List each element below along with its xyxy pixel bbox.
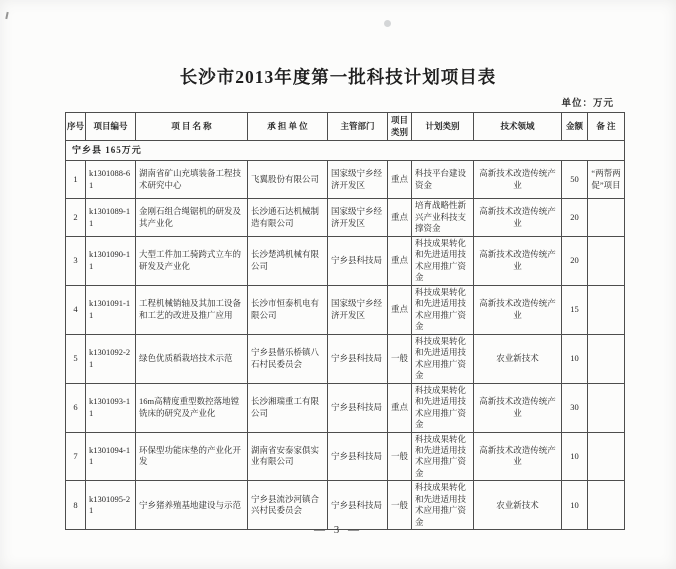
cell-remark — [588, 285, 625, 334]
cell-undertaking-unit: 飞翼股份有限公司 — [248, 161, 328, 199]
header-project-code: 项目编号 — [86, 113, 136, 141]
cell-seq: 7 — [66, 432, 86, 481]
cell-tech-field: 高新技术改造传统产业 — [474, 199, 562, 237]
cell-tech-field: 高新技术改造传统产业 — [474, 285, 562, 334]
cell-plan-type: 科技成果转化和先进适用技术应用推广资金 — [412, 285, 474, 334]
header-amount: 金额 — [562, 113, 588, 141]
cell-undertaking-unit: 长沙湘瑞重工有限公司 — [248, 383, 328, 432]
header-undertaking-unit: 承 担 单 位 — [248, 113, 328, 141]
cell-seq: 5 — [66, 334, 86, 383]
cell-category: 一般 — [388, 481, 412, 530]
cell-amount: 20 — [562, 199, 588, 237]
cell-category: 重点 — [388, 237, 412, 286]
cell-project-code: k1301094-11 — [86, 432, 136, 481]
cell-amount: 10 — [562, 334, 588, 383]
cell-undertaking-unit: 湖南省安泰家俱实业有限公司 — [248, 432, 328, 481]
cell-amount: 20 — [562, 237, 588, 286]
scan-artifact — [5, 12, 8, 19]
cell-project-name: 宁乡猪养殖基地建设与示范 — [136, 481, 248, 530]
cell-category: 重点 — [388, 161, 412, 199]
unit-label: 单位：万元 — [561, 99, 614, 109]
cell-department: 国家级宁乡经济开发区 — [328, 285, 388, 334]
cell-seq: 6 — [66, 383, 86, 432]
table-row — [66, 481, 625, 530]
cell-tech-field: 高新技术改造传统产业 — [474, 432, 562, 481]
cell-amount: 50 — [562, 161, 588, 199]
cell-project-code: k1301092-21 — [86, 334, 136, 383]
cell-project-code: k1301089-11 — [86, 199, 136, 237]
cell-remark — [588, 199, 625, 237]
cell-category: 一般 — [388, 334, 412, 383]
cell-tech-field: 农业新技术 — [474, 481, 562, 530]
projects-table — [65, 112, 625, 530]
cell-undertaking-unit: 宁乡县偕乐桥镇八石村民委员会 — [248, 334, 328, 383]
cell-remark — [588, 432, 625, 481]
header-seq: 序号 — [66, 113, 86, 141]
page-title: 长沙市2013年度第一批科技计划项目表 — [179, 67, 497, 87]
cell-project-name: 湖南省矿山充填装备工程技术研究中心 — [136, 161, 248, 199]
cell-department: 宁乡县科技局 — [328, 383, 388, 432]
cell-department: 宁乡县科技局 — [328, 334, 388, 383]
cell-remark — [588, 334, 625, 383]
table-row — [66, 383, 625, 432]
cell-project-name: 16m高精度重型数控落地镗铣床的研究及产业化 — [136, 383, 248, 432]
cell-undertaking-unit: 宁乡县流沙河镇合兴村民委员会 — [248, 481, 328, 530]
cell-tech-field: 高新技术改造传统产业 — [474, 383, 562, 432]
cell-amount: 30 — [562, 383, 588, 432]
cell-plan-type: 科技成果转化和先进适用技术应用推广资金 — [412, 334, 474, 383]
cell-remark — [588, 237, 625, 286]
cell-remark — [588, 383, 625, 432]
cell-tech-field: 高新技术改造传统产业 — [474, 161, 562, 199]
cell-project-code: k1301095-21 — [86, 481, 136, 530]
cell-project-name: 绿色优质稻栽培技术示范 — [136, 334, 248, 383]
cell-seq: 1 — [66, 161, 86, 199]
table-row — [66, 334, 625, 383]
header-department: 主管部门 — [328, 113, 388, 141]
cell-undertaking-unit: 长沙市恒泰机电有限公司 — [248, 285, 328, 334]
cell-project-code: k1301088-61 — [86, 161, 136, 199]
cell-seq: 3 — [66, 237, 86, 286]
cell-undertaking-unit: 长沙通石达机械制造有限公司 — [248, 199, 328, 237]
cell-project-code: k1301090-11 — [86, 237, 136, 286]
cell-plan-type: 科技成果转化和先进适用技术应用推广资金 — [412, 432, 474, 481]
cell-seq: 4 — [66, 285, 86, 334]
cell-plan-type: 科技成果转化和先进适用技术应用推广资金 — [412, 383, 474, 432]
cell-department: 宁乡县科技局 — [328, 432, 388, 481]
cell-amount: 10 — [562, 481, 588, 530]
header-project-name: 项 目 名 称 — [136, 113, 248, 141]
table-row — [66, 432, 625, 481]
cell-department: 国家级宁乡经济开发区 — [328, 161, 388, 199]
cell-tech-field: 农业新技术 — [474, 334, 562, 383]
cell-amount: 15 — [562, 285, 588, 334]
section-row-ningxiang — [66, 141, 625, 161]
cell-amount: 10 — [562, 432, 588, 481]
header-plan-type: 计划类别 — [412, 113, 474, 141]
table-header-row — [66, 113, 625, 141]
header-remark: 备 注 — [588, 113, 625, 141]
cell-plan-type: 科技成果转化和先进适用技术应用推广资金 — [412, 237, 474, 286]
cell-tech-field: 高新技术改造传统产业 — [474, 237, 562, 286]
scan-artifact — [384, 20, 391, 27]
header-category: 项目类别 — [388, 113, 412, 141]
cell-category: 重点 — [388, 285, 412, 334]
cell-remark: “两帮两促”项目 — [588, 161, 625, 199]
cell-seq: 8 — [66, 481, 86, 530]
cell-plan-type: 培育战略性新兴产业科技支撑资金 — [412, 199, 474, 237]
cell-project-code: k1301093-11 — [86, 383, 136, 432]
cell-category: 一般 — [388, 432, 412, 481]
cell-undertaking-unit: 长沙楚鸿机械有限公司 — [248, 237, 328, 286]
page-number: — 3 — — [314, 524, 362, 536]
cell-project-code: k1301091-11 — [86, 285, 136, 334]
cell-remark — [588, 481, 625, 530]
cell-project-name: 金刚石组合绳锯机的研发及其产业化 — [136, 199, 248, 237]
table-row — [66, 285, 625, 334]
section-label: 宁乡县 165万元 — [66, 141, 625, 161]
cell-category: 重点 — [388, 383, 412, 432]
cell-department: 国家级宁乡经济开发区 — [328, 199, 388, 237]
cell-department: 宁乡县科技局 — [328, 237, 388, 286]
table-row — [66, 161, 625, 199]
table-row — [66, 199, 625, 237]
cell-project-name: 环保型功能床垫的产业化开发 — [136, 432, 248, 481]
cell-project-name: 大型工件加工骑跨式立车的研发及产业化 — [136, 237, 248, 286]
cell-plan-type: 科技成果转化和先进适用技术应用推广资金 — [412, 481, 474, 530]
cell-department: 宁乡县科技局 — [328, 481, 388, 530]
cell-category: 重点 — [388, 199, 412, 237]
table-row — [66, 237, 625, 286]
cell-project-name: 工程机械销轴及其加工设备和工艺的改进及推广应用 — [136, 285, 248, 334]
cell-plan-type: 科技平台建设资金 — [412, 161, 474, 199]
cell-seq: 2 — [66, 199, 86, 237]
header-tech-field: 技术领域 — [474, 113, 562, 141]
